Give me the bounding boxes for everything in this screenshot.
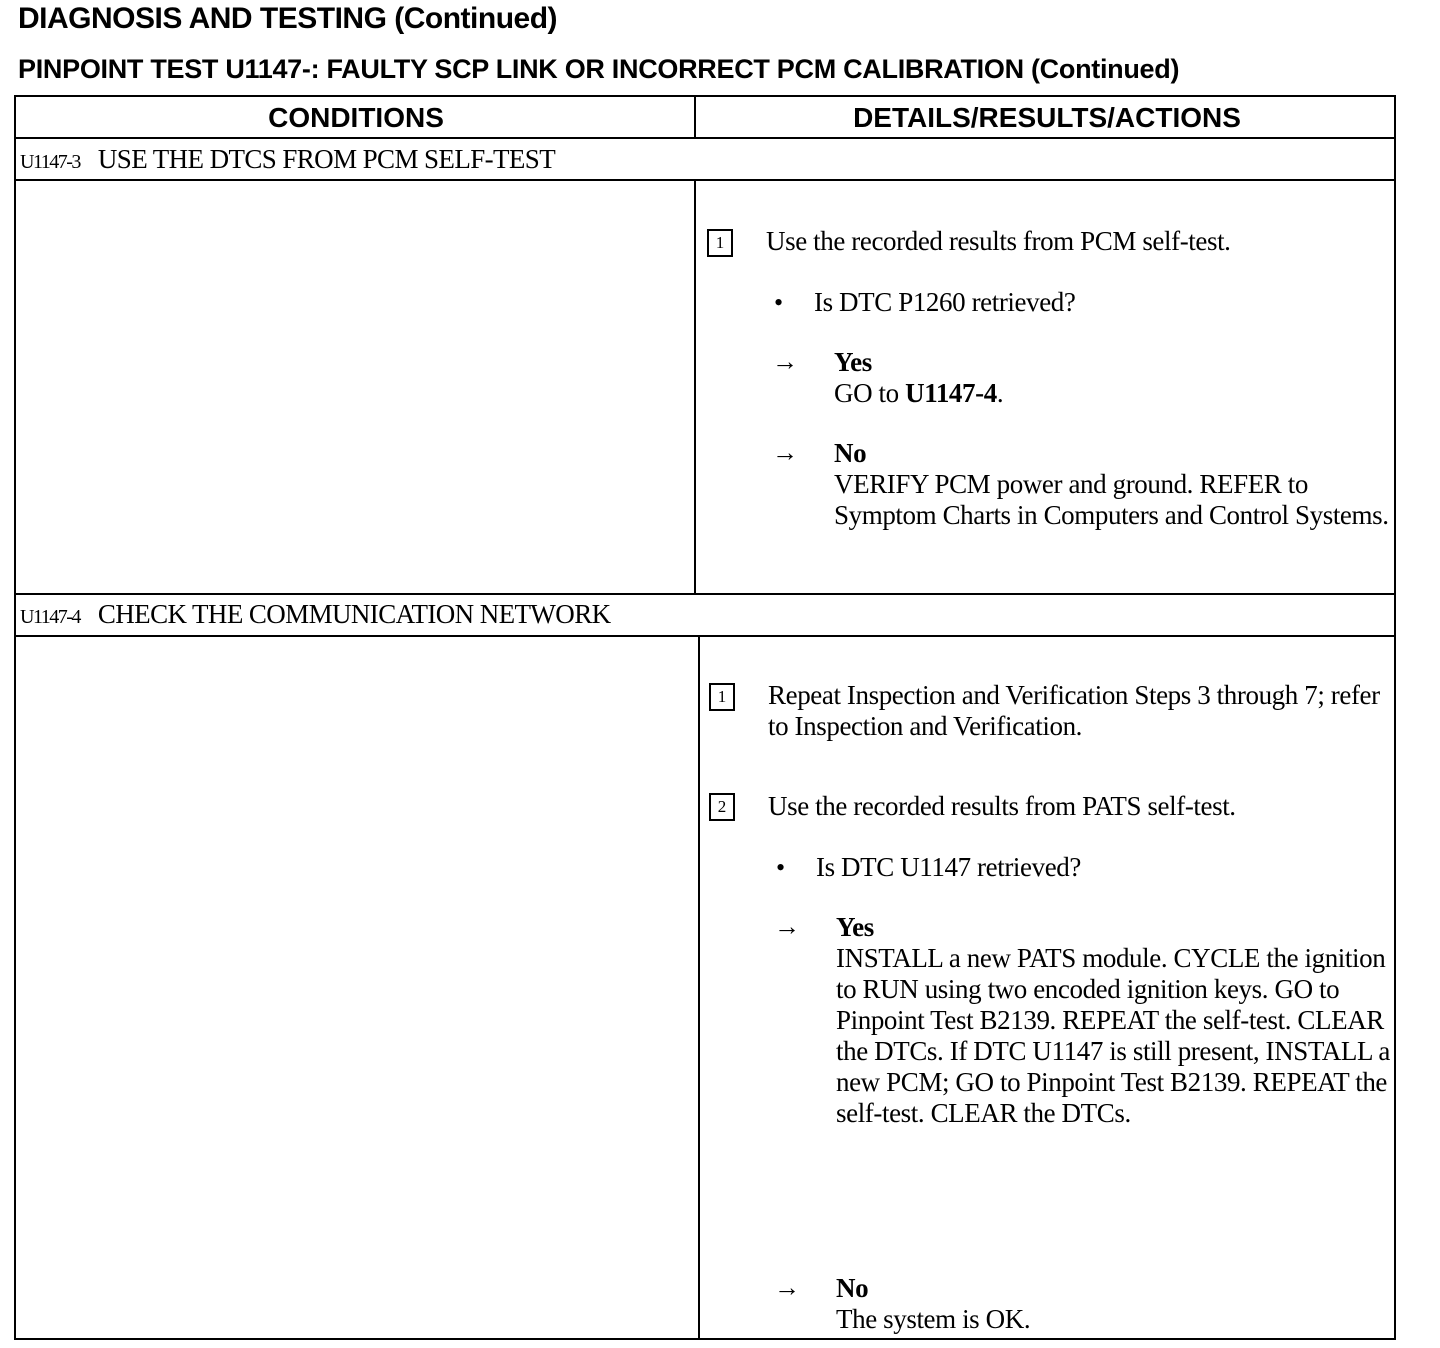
step-title-text: USE THE DTCS FROM PCM SELF-TEST: [97, 144, 556, 174]
step-code: U1147-3: [20, 151, 80, 173]
no-result: VERIFY PCM power and ground. REFER to Symptom Charts in Computers and Control Systems.: [834, 469, 1389, 530]
no-label: No: [834, 438, 867, 468]
arrow-right-icon: →: [774, 1273, 800, 1302]
action-text: Use the recorded results from PCM self-test.: [766, 226, 1231, 256]
question-text: Is DTC U1147 retrieved?: [816, 852, 1081, 882]
header-divider: [694, 97, 696, 139]
goto-link-u1147-4[interactable]: U1147-4: [905, 378, 997, 408]
action-text: Repeat Inspection and Verification Steps 3 through 7; refer to Inspection and Verification.: [768, 680, 1380, 741]
column-divider: [698, 637, 700, 1338]
step-code: U1147-4: [20, 606, 80, 628]
no-label: No: [836, 1273, 869, 1303]
pinpoint-test-table: [14, 95, 1396, 1340]
row-divider: [16, 137, 1394, 139]
arrow-right-icon: →: [774, 912, 800, 941]
yes-result: [834, 378, 1374, 409]
column-header-details: DETAILS/RESULTS/ACTIONS: [853, 102, 1241, 133]
column-divider: [694, 181, 696, 593]
yes-prefix: GO to: [834, 378, 906, 408]
step-number-box: 2: [709, 793, 735, 821]
row-divider: [16, 593, 1394, 595]
page-title: DIAGNOSIS AND TESTING (Continued): [18, 2, 558, 35]
action-text: Use the recorded results from PATS self-test.: [768, 791, 1236, 821]
row-divider: [16, 635, 1394, 637]
pinpoint-test-title: PINPOINT TEST U1147-: FAULTY SCP LINK OR INCORRECT PCM CALIBRATION (Continued): [18, 54, 1180, 84]
step-title-u1147-4: [20, 599, 611, 630]
arrow-right-icon: →: [772, 347, 798, 376]
step-title-u1147-3: [20, 144, 555, 175]
step-number-box: 1: [709, 683, 735, 711]
yes-result: INSTALL a new PATS module. CYCLE the ignition to RUN using two encoded ignition keys. GO to Pinpoint Test B2139. REPEAT the self-test. CLEAR the DTCs. If DTC U1147 is still present, INSTALL a new PCM; GO to Pinpoint Test B2139. REPEAT the self-test. CLEAR the DTCs.: [836, 943, 1391, 1128]
step-title-text: CHECK THE COMMUNICATION NETWORK: [97, 599, 611, 629]
question-text: Is DTC P1260 retrieved?: [814, 287, 1076, 317]
bullet-icon: •: [776, 853, 786, 882]
yes-suffix: .: [996, 378, 1004, 408]
column-header-conditions: CONDITIONS: [268, 102, 444, 133]
yes-label: Yes: [836, 912, 874, 942]
arrow-right-icon: →: [772, 438, 798, 467]
step-number-box: 1: [707, 229, 733, 257]
yes-label: Yes: [834, 347, 872, 377]
bullet-icon: •: [774, 288, 784, 317]
row-divider: [16, 179, 1394, 181]
no-result: The system is OK.: [836, 1304, 1031, 1334]
